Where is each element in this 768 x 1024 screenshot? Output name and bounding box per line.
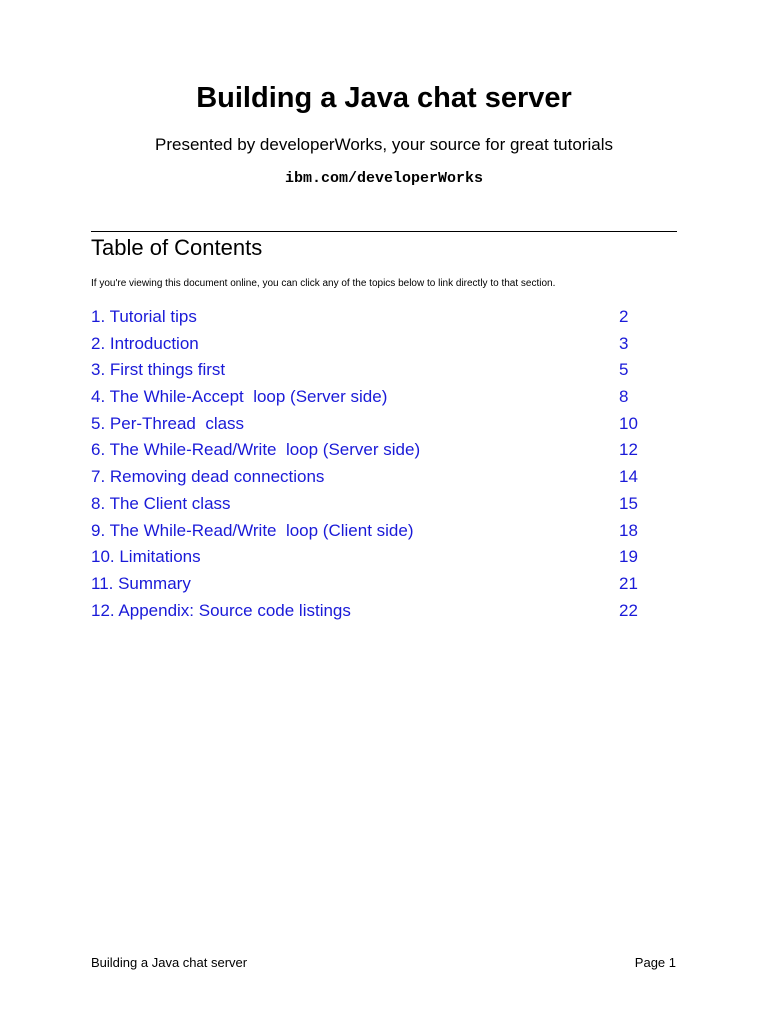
toc-item-limitations[interactable] bbox=[91, 544, 651, 571]
toc-item-label: 11. Summary bbox=[91, 573, 191, 593]
toc-item-label: 7. Removing dead connections bbox=[91, 467, 325, 487]
toc-item-label: 10. Limitations bbox=[91, 547, 201, 567]
toc-item-client-class[interactable] bbox=[91, 491, 651, 518]
footer-page-number: Page 1 bbox=[634, 955, 676, 970]
toc-item-first-things-first[interactable] bbox=[91, 357, 651, 384]
toc-item-summary[interactable] bbox=[91, 571, 651, 598]
toc-item-tutorial-tips[interactable] bbox=[91, 304, 651, 331]
toc-item-while-read-write-client[interactable] bbox=[91, 518, 651, 545]
section-divider bbox=[91, 231, 677, 232]
document-subtitle: Presented by developerWorks, your source for great tutorials bbox=[155, 135, 613, 154]
toc-heading: Table of Contents bbox=[91, 235, 263, 260]
toc-item-page: 8 bbox=[619, 387, 629, 407]
toc-item-label: 9. The While-Read/Write loop (Client side) bbox=[91, 520, 414, 540]
toc-item-page: 3 bbox=[619, 333, 629, 353]
toc-item-label: 5. Per-Thread class bbox=[91, 413, 245, 433]
toc-item-page: 21 bbox=[619, 573, 638, 593]
toc-item-page: 2 bbox=[619, 307, 629, 326]
toc-item-page: 18 bbox=[619, 520, 638, 540]
toc-item-label: 12. Appendix: Source code listings bbox=[91, 600, 351, 620]
toc-item-page: 19 bbox=[619, 547, 638, 567]
toc-item-appendix[interactable] bbox=[91, 598, 651, 625]
document-title: Building a Java chat server bbox=[196, 82, 572, 114]
toc-item-page: 22 bbox=[619, 600, 638, 620]
toc-item-while-accept-loop[interactable] bbox=[91, 384, 651, 411]
footer-title: Building a Java chat server bbox=[91, 955, 248, 970]
toc-item-label: 2. Introduction bbox=[91, 333, 199, 353]
toc-item-page: 14 bbox=[619, 467, 638, 487]
toc-item-while-read-write-server[interactable] bbox=[91, 437, 651, 464]
toc-item-label: 3. First things first bbox=[91, 360, 226, 380]
toc-item-label: 6. The While-Read/Write loop (Server side) bbox=[91, 440, 421, 460]
toc-item-page: 5 bbox=[619, 360, 629, 380]
toc-item-label: 8. The Client class bbox=[91, 493, 231, 513]
toc-item-per-thread-class[interactable] bbox=[91, 411, 651, 438]
toc-list bbox=[91, 304, 651, 624]
toc-item-label: 4. The While-Accept loop (Server side) bbox=[91, 387, 388, 407]
toc-item-page: 15 bbox=[619, 493, 638, 513]
toc-item-removing-dead-connections[interactable] bbox=[91, 464, 651, 491]
toc-item-label: 1. Tutorial tips bbox=[91, 307, 197, 326]
site-url: ibm.com/developerWorks bbox=[284, 170, 484, 187]
toc-item-page: 12 bbox=[619, 440, 638, 460]
toc-note: If you're viewing this document online, you can click any of the topics below to link directly to that section. bbox=[91, 278, 556, 289]
toc-item-introduction[interactable] bbox=[91, 331, 651, 358]
toc-item-page: 10 bbox=[619, 413, 638, 433]
